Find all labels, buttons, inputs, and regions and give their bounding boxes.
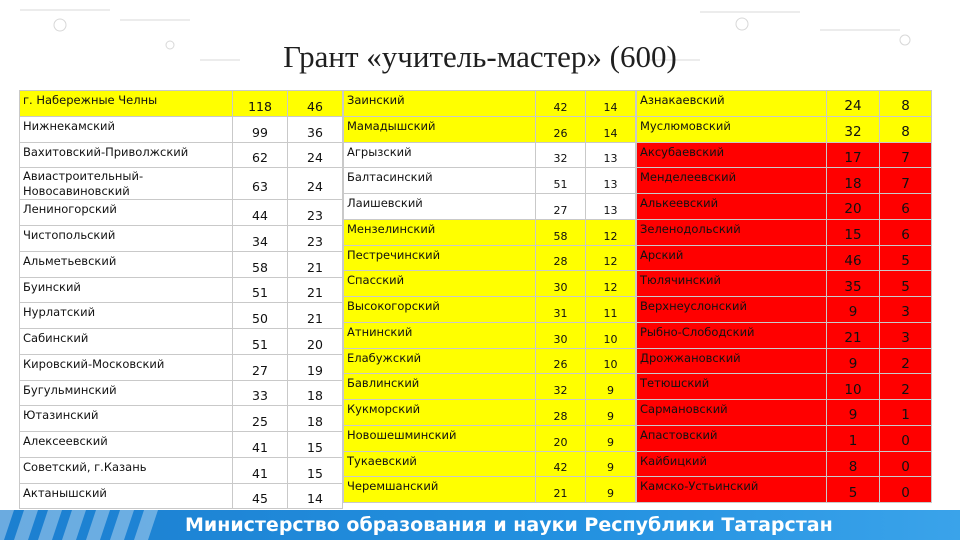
table-row — [637, 194, 932, 220]
district-name: Ютазинский — [20, 406, 233, 432]
value-total: 21 — [827, 322, 880, 348]
footer-bar — [0, 510, 960, 540]
table-row — [20, 251, 343, 277]
value-grants: 3 — [880, 322, 932, 348]
district-name: Балтасинский — [344, 168, 536, 194]
district-name: Лаишевский — [344, 194, 536, 220]
value-total: 27 — [233, 354, 288, 380]
table-row — [344, 348, 636, 374]
value-grants: 23 — [288, 226, 343, 252]
value-grants: 13 — [586, 168, 636, 194]
district-name: Сармановский — [637, 400, 827, 426]
district-name: Рыбно-Слободский — [637, 322, 827, 348]
district-name: Тюлячинский — [637, 271, 827, 297]
value-total: 32 — [536, 142, 586, 168]
value-grants: 7 — [880, 168, 932, 194]
table-row — [344, 194, 636, 220]
value-total: 34 — [233, 226, 288, 252]
value-grants: 12 — [586, 219, 636, 245]
district-name: Тукаевский — [344, 451, 536, 477]
value-total: 45 — [233, 483, 288, 509]
value-total: 17 — [827, 142, 880, 168]
table-row — [344, 400, 636, 426]
table-row — [637, 168, 932, 194]
value-grants: 14 — [586, 91, 636, 117]
value-total: 41 — [233, 457, 288, 483]
table-row — [20, 226, 343, 252]
value-total: 99 — [233, 116, 288, 142]
value-total: 26 — [536, 348, 586, 374]
value-total: 44 — [233, 200, 288, 226]
district-name: Азнакаевский — [637, 91, 827, 117]
value-grants: 5 — [880, 245, 932, 271]
district-name: Вахитовский-Приволжский — [20, 142, 233, 168]
table-row — [344, 142, 636, 168]
value-grants: 15 — [288, 457, 343, 483]
value-grants: 13 — [586, 194, 636, 220]
value-grants: 9 — [586, 374, 636, 400]
table-row — [637, 451, 932, 477]
value-grants: 8 — [880, 91, 932, 117]
table-row — [637, 322, 932, 348]
table-row — [20, 329, 343, 355]
value-grants: 24 — [288, 142, 343, 168]
value-grants: 5 — [880, 271, 932, 297]
value-total: 9 — [827, 297, 880, 323]
district-name: Бугульминский — [20, 380, 233, 406]
value-grants: 8 — [880, 116, 932, 142]
value-grants: 23 — [288, 200, 343, 226]
district-name: Мензелинский — [344, 219, 536, 245]
value-total: 50 — [233, 303, 288, 329]
value-grants: 19 — [288, 354, 343, 380]
table-row — [20, 380, 343, 406]
district-name: Нурлатский — [20, 303, 233, 329]
value-grants: 2 — [880, 374, 932, 400]
value-total: 46 — [827, 245, 880, 271]
district-name: Заинский — [344, 91, 536, 117]
value-grants: 0 — [880, 451, 932, 477]
value-total: 15 — [827, 219, 880, 245]
district-name: Верхнеуслонский — [637, 297, 827, 323]
value-grants: 12 — [586, 245, 636, 271]
value-grants: 20 — [288, 329, 343, 355]
table-row — [637, 142, 932, 168]
value-total: 58 — [233, 251, 288, 277]
slide-title: Грант «учитель-мастер» (600) — [283, 39, 677, 74]
value-grants: 21 — [288, 251, 343, 277]
district-name: Зеленодольский — [637, 219, 827, 245]
district-name: Кукморский — [344, 400, 536, 426]
table-row — [344, 477, 636, 503]
value-total: 118 — [233, 91, 288, 117]
value-grants: 21 — [288, 303, 343, 329]
value-total: 58 — [536, 219, 586, 245]
table-row — [344, 425, 636, 451]
value-total: 30 — [536, 322, 586, 348]
value-grants: 9 — [586, 400, 636, 426]
table-row — [344, 374, 636, 400]
table-row — [637, 348, 932, 374]
value-grants: 1 — [880, 400, 932, 426]
district-name: Менделеевский — [637, 168, 827, 194]
value-total: 27 — [536, 194, 586, 220]
table-row — [344, 168, 636, 194]
value-grants: 18 — [288, 406, 343, 432]
table-row — [20, 483, 343, 509]
district-name: Высокогорский — [344, 297, 536, 323]
district-name: Тетюшский — [637, 374, 827, 400]
district-name: Апастовский — [637, 425, 827, 451]
value-grants: 7 — [880, 142, 932, 168]
value-total: 28 — [536, 400, 586, 426]
table-row — [20, 168, 343, 200]
value-total: 10 — [827, 374, 880, 400]
district-name: г. Набережные Челны — [20, 91, 233, 117]
value-grants: 10 — [586, 322, 636, 348]
value-total: 32 — [536, 374, 586, 400]
district-name: Лениногорский — [20, 200, 233, 226]
table-row — [344, 91, 636, 117]
value-total: 51 — [536, 168, 586, 194]
value-total: 21 — [536, 477, 586, 503]
table-row — [637, 425, 932, 451]
value-grants: 10 — [586, 348, 636, 374]
value-total: 9 — [827, 348, 880, 374]
district-name: Спасский — [344, 271, 536, 297]
district-name: Пестречинский — [344, 245, 536, 271]
table-row — [20, 116, 343, 142]
district-name: Кировский-Московский — [20, 354, 233, 380]
value-total: 24 — [827, 91, 880, 117]
value-total: 42 — [536, 91, 586, 117]
value-grants: 24 — [288, 168, 343, 200]
value-grants: 14 — [586, 116, 636, 142]
value-grants: 13 — [586, 142, 636, 168]
value-total: 63 — [233, 168, 288, 200]
value-grants: 0 — [880, 477, 932, 503]
value-total: 26 — [536, 116, 586, 142]
value-total: 41 — [233, 432, 288, 458]
value-total: 18 — [827, 168, 880, 194]
value-grants: 6 — [880, 219, 932, 245]
district-name: Дрожжановский — [637, 348, 827, 374]
district-name: Советский, г.Казань — [20, 457, 233, 483]
value-total: 31 — [536, 297, 586, 323]
value-grants: 15 — [288, 432, 343, 458]
district-name: Сабинский — [20, 329, 233, 355]
table-row — [344, 219, 636, 245]
value-total: 35 — [827, 271, 880, 297]
district-name: Новошешминский — [344, 425, 536, 451]
value-total: 51 — [233, 277, 288, 303]
district-name: Черемшанский — [344, 477, 536, 503]
table-row — [344, 297, 636, 323]
district-name: Мамадышский — [344, 116, 536, 142]
table-row — [344, 322, 636, 348]
district-name: Авиастроительный-Новосавиновский — [20, 168, 233, 200]
table-row — [20, 354, 343, 380]
district-name: Алексеевский — [20, 432, 233, 458]
table-row — [344, 451, 636, 477]
value-grants: 11 — [586, 297, 636, 323]
value-grants: 14 — [288, 483, 343, 509]
value-grants: 6 — [880, 194, 932, 220]
value-total: 42 — [536, 451, 586, 477]
value-grants: 0 — [880, 425, 932, 451]
value-total: 5 — [827, 477, 880, 503]
table-row — [20, 303, 343, 329]
value-total: 8 — [827, 451, 880, 477]
value-grants: 18 — [288, 380, 343, 406]
table-row — [344, 116, 636, 142]
footer-text: Министерство образования и науки Республики Татарстан — [185, 514, 833, 536]
footer-stripes-decoration — [0, 510, 180, 540]
table-row — [20, 91, 343, 117]
value-total: 32 — [827, 116, 880, 142]
table-row — [20, 406, 343, 432]
value-total: 51 — [233, 329, 288, 355]
district-name: Актанышский — [20, 483, 233, 509]
districts-table-2 — [343, 90, 636, 503]
table-row — [637, 477, 932, 503]
value-grants: 46 — [288, 91, 343, 117]
district-name: Кайбицкий — [637, 451, 827, 477]
district-name: Буинский — [20, 277, 233, 303]
districts-table-3 — [636, 90, 932, 503]
table-row — [637, 400, 932, 426]
value-total: 33 — [233, 380, 288, 406]
value-total: 20 — [827, 194, 880, 220]
table-row — [637, 91, 932, 117]
district-name: Бавлинский — [344, 374, 536, 400]
district-name: Чистопольский — [20, 226, 233, 252]
table-row — [344, 245, 636, 271]
table-row — [637, 374, 932, 400]
districts-table-1 — [19, 90, 343, 509]
district-name: Алькеевский — [637, 194, 827, 220]
table-row — [20, 432, 343, 458]
value-total: 20 — [536, 425, 586, 451]
value-grants: 9 — [586, 477, 636, 503]
value-total: 62 — [233, 142, 288, 168]
table-row — [637, 297, 932, 323]
value-total: 25 — [233, 406, 288, 432]
district-name: Нижнекамский — [20, 116, 233, 142]
value-total: 28 — [536, 245, 586, 271]
table-row — [20, 142, 343, 168]
district-name: Муслюмовский — [637, 116, 827, 142]
value-grants: 36 — [288, 116, 343, 142]
value-grants: 2 — [880, 348, 932, 374]
table-row — [20, 457, 343, 483]
table-row — [20, 200, 343, 226]
district-name: Аксубаевский — [637, 142, 827, 168]
value-grants: 21 — [288, 277, 343, 303]
table-row — [344, 271, 636, 297]
district-name: Атнинский — [344, 322, 536, 348]
district-name: Камско-Устьинский — [637, 477, 827, 503]
value-grants: 9 — [586, 425, 636, 451]
value-grants: 3 — [880, 297, 932, 323]
value-total: 30 — [536, 271, 586, 297]
district-name: Альметьевский — [20, 251, 233, 277]
table-row — [20, 277, 343, 303]
district-name: Арский — [637, 245, 827, 271]
district-name: Агрызский — [344, 142, 536, 168]
table-row — [637, 245, 932, 271]
value-grants: 12 — [586, 271, 636, 297]
value-total: 1 — [827, 425, 880, 451]
value-grants: 9 — [586, 451, 636, 477]
district-name: Елабужский — [344, 348, 536, 374]
table-row — [637, 116, 932, 142]
table-row — [637, 271, 932, 297]
table-row — [637, 219, 932, 245]
value-total: 9 — [827, 400, 880, 426]
